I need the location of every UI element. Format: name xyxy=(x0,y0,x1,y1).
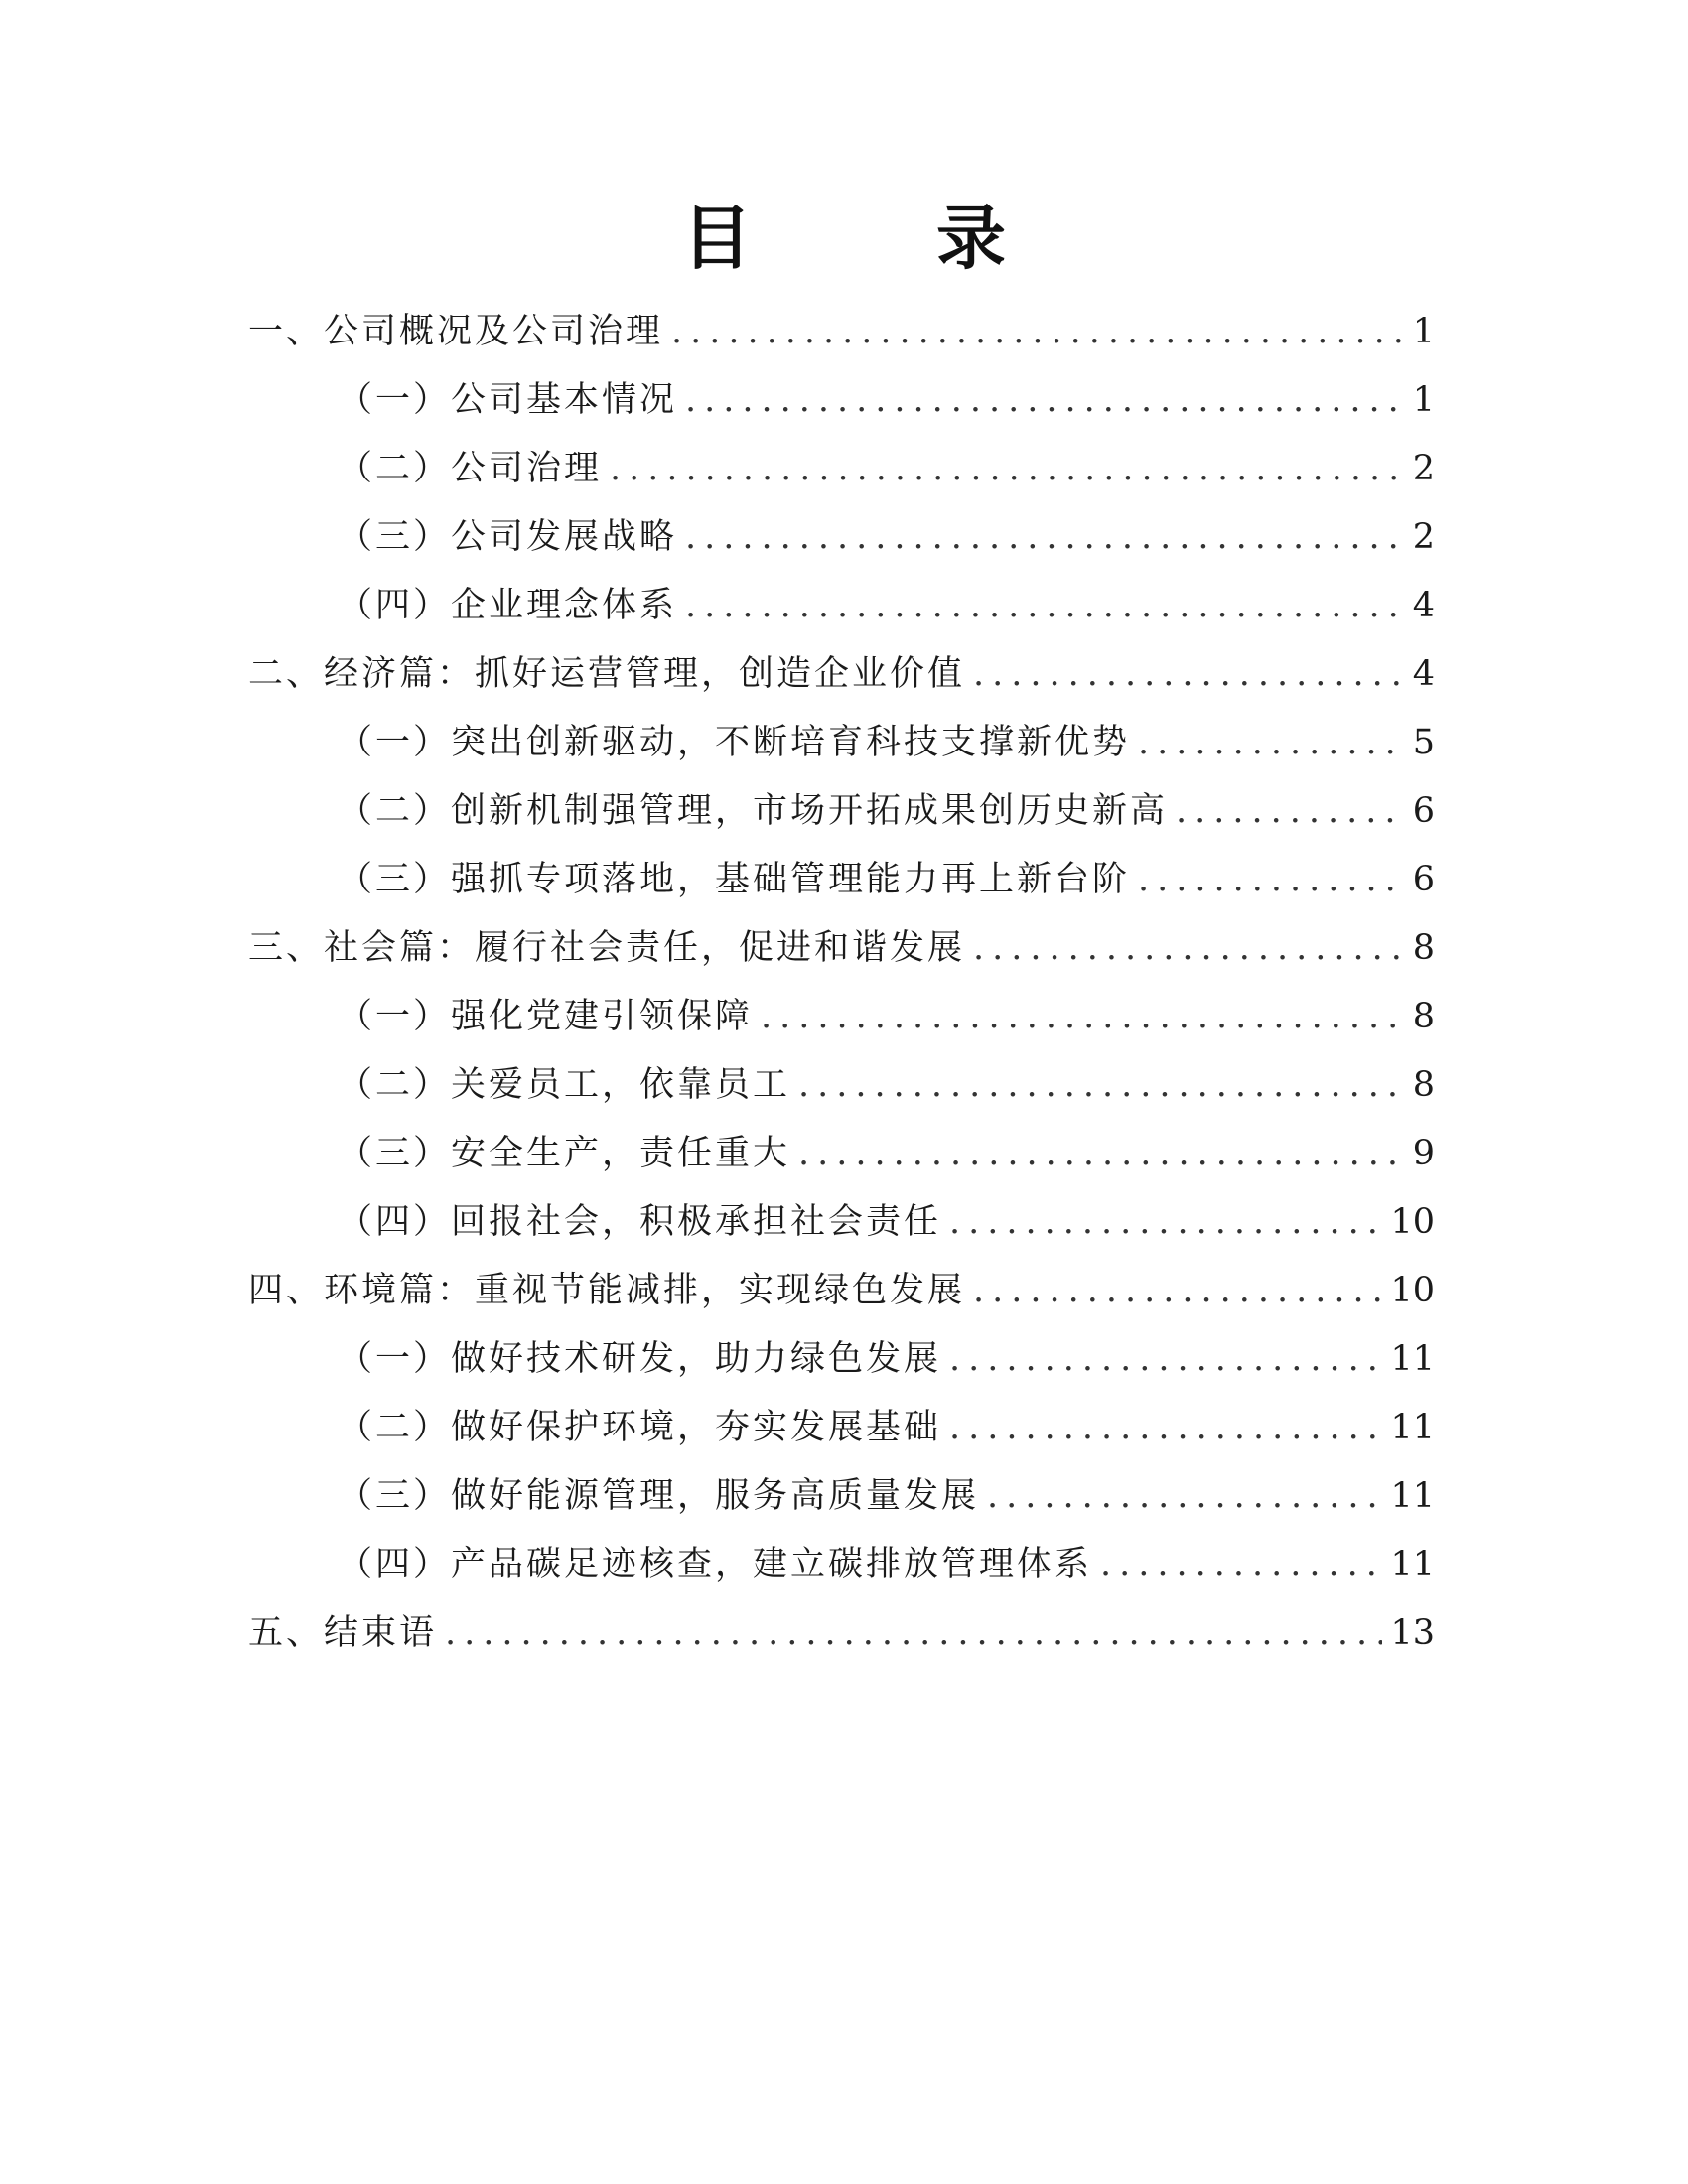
toc-entry[interactable] xyxy=(248,1325,1435,1394)
toc-leader-dots xyxy=(685,503,1405,572)
toc-entry[interactable] xyxy=(248,709,1435,777)
toc-entry[interactable] xyxy=(248,1188,1435,1257)
toc-entry[interactable] xyxy=(248,640,1435,709)
toc-entry-text: （四）企业理念体系 xyxy=(338,586,678,625)
toc-entry-page: 2 xyxy=(1412,449,1435,488)
toc-entry[interactable] xyxy=(248,572,1435,640)
toc-leader-dots xyxy=(761,983,1405,1051)
toc-leader-dots xyxy=(798,1051,1405,1120)
toc-entry-text: （二）公司治理 xyxy=(338,449,603,488)
toc-entry[interactable] xyxy=(248,298,1435,366)
toc-entry-text: （三）安全生产，责任重大 xyxy=(338,1134,791,1173)
toc-leader-dots xyxy=(685,572,1405,640)
toc-entry-text: （二）创新机制强管理，市场开拓成果创历史新高 xyxy=(338,791,1169,831)
toc-entry-page: 2 xyxy=(1412,517,1435,557)
toc-leader-dots xyxy=(949,1394,1382,1462)
toc-entry[interactable] xyxy=(248,1120,1435,1188)
toc-entry[interactable] xyxy=(248,1599,1435,1668)
toc-entry[interactable] xyxy=(248,1257,1435,1325)
toc-entry-page: 8 xyxy=(1412,928,1435,968)
toc-entry-page: 11 xyxy=(1390,1545,1435,1584)
toc-entry-text: （一）做好技术研发，助力绿色发展 xyxy=(338,1339,942,1379)
toc-list xyxy=(248,298,1435,1668)
toc-entry[interactable] xyxy=(248,1462,1435,1531)
toc-entry-text: 四、环境篇：重视节能减排，实现绿色发展 xyxy=(248,1271,966,1310)
toc-entry[interactable] xyxy=(248,777,1435,846)
toc-leader-dots xyxy=(973,640,1405,709)
toc-leader-dots xyxy=(949,1188,1382,1257)
toc-entry-text: （四）回报社会，积极承担社会责任 xyxy=(338,1202,942,1242)
toc-entry[interactable] xyxy=(248,435,1435,503)
toc-entry-page: 8 xyxy=(1412,997,1435,1036)
toc-entry[interactable] xyxy=(248,846,1435,914)
toc-entry-text: （三）强抓专项落地，基础管理能力再上新台阶 xyxy=(338,860,1131,899)
toc-entry-page: 1 xyxy=(1412,312,1435,351)
toc-entry-page: 5 xyxy=(1412,723,1435,762)
toc-entry-text: （二）关爱员工，依靠员工 xyxy=(338,1065,791,1105)
toc-entry-page: 9 xyxy=(1412,1134,1435,1173)
toc-entry-text: 五、结束语 xyxy=(248,1613,438,1653)
toc-entry-text: 一、公司概况及公司治理 xyxy=(248,312,664,351)
toc-leader-dots xyxy=(445,1599,1382,1668)
toc-entry-text: （一）强化党建引领保障 xyxy=(338,997,754,1036)
toc-entry-page: 4 xyxy=(1412,586,1435,625)
toc-entry-page: 4 xyxy=(1412,654,1435,694)
toc-entry-text: （四）产品碳足迹核查，建立碳排放管理体系 xyxy=(338,1545,1093,1584)
toc-leader-dots xyxy=(610,435,1405,503)
toc-entry-text: （三）做好能源管理，服务高质量发展 xyxy=(338,1476,980,1516)
toc-entry[interactable] xyxy=(248,1051,1435,1120)
toc-leader-dots xyxy=(1100,1531,1382,1599)
toc-leader-dots xyxy=(1176,777,1405,846)
toc-leader-dots xyxy=(685,366,1405,435)
toc-leader-dots xyxy=(987,1462,1382,1531)
toc-entry-page: 11 xyxy=(1390,1476,1435,1516)
toc-title: 目 录 xyxy=(682,197,1063,279)
toc-entry[interactable] xyxy=(248,914,1435,983)
toc-entry-page: 6 xyxy=(1412,860,1435,899)
toc-leader-dots xyxy=(671,298,1405,366)
toc-leader-dots xyxy=(1138,846,1405,914)
toc-leader-dots xyxy=(1138,709,1405,777)
toc-leader-dots xyxy=(798,1120,1405,1188)
toc-entry-text: （一）突出创新驱动，不断培育科技支撑新优势 xyxy=(338,723,1131,762)
toc-entry[interactable] xyxy=(248,366,1435,435)
toc-entry[interactable] xyxy=(248,1531,1435,1599)
toc-entry-text: 三、社会篇：履行社会责任，促进和谐发展 xyxy=(248,928,966,968)
toc-leader-dots xyxy=(973,1257,1382,1325)
toc-entry-page: 11 xyxy=(1390,1408,1435,1447)
toc-leader-dots xyxy=(973,914,1405,983)
toc-entry-text: 二、经济篇：抓好运营管理，创造企业价值 xyxy=(248,654,966,694)
toc-entry-text: （一）公司基本情况 xyxy=(338,380,678,420)
toc-leader-dots xyxy=(949,1325,1382,1394)
toc-entry[interactable] xyxy=(248,983,1435,1051)
toc-entry-text: （二）做好保护环境，夯实发展基础 xyxy=(338,1408,942,1447)
toc-entry-page: 1 xyxy=(1412,380,1435,420)
toc-entry-page: 10 xyxy=(1390,1271,1435,1310)
toc-entry-page: 11 xyxy=(1390,1339,1435,1379)
toc-entry-page: 6 xyxy=(1412,791,1435,831)
toc-entry-page: 10 xyxy=(1390,1202,1435,1242)
toc-entry-text: （三）公司发展战略 xyxy=(338,517,678,557)
toc-entry-page: 8 xyxy=(1412,1065,1435,1105)
toc-entry[interactable] xyxy=(248,503,1435,572)
toc-entry[interactable] xyxy=(248,1394,1435,1462)
toc-entry-page: 13 xyxy=(1390,1613,1435,1653)
